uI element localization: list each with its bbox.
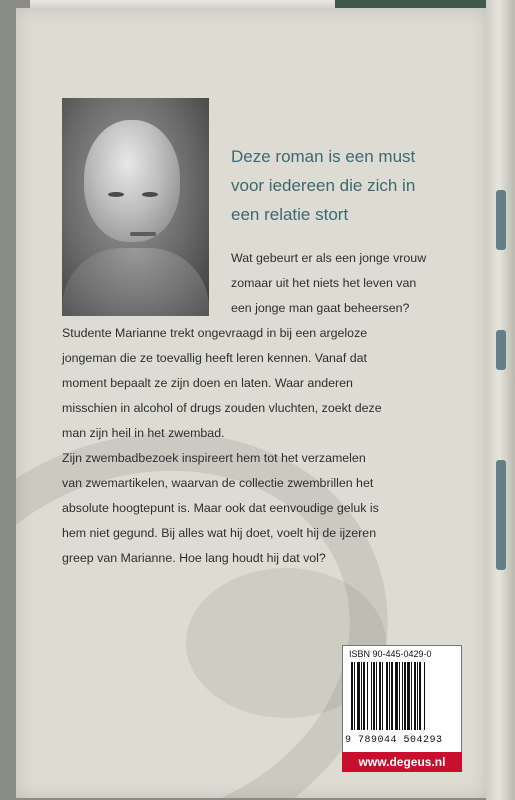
blurb-line: Zijn zwembadbezoek inspireert hem tot het verzamelen [62, 451, 366, 465]
tagline [231, 142, 481, 229]
barcode-icon [351, 662, 455, 730]
author-photo-head [84, 120, 180, 242]
blurb-line: van zwemartikelen, waarvan de collectie zwembrillen het [62, 476, 374, 490]
back-cover [16, 8, 486, 798]
blurb-line: zomaar uit het niets het leven van [231, 276, 417, 290]
author-photo-mouth [130, 232, 156, 236]
blurb-line: moment bepaalt ze zijn doen en laten. Waar anderen [62, 376, 353, 390]
blurb-line: Studente Marianne trekt ongevraagd in bij een argeloze [62, 326, 368, 340]
tagline-line: voor iedereen die zich in [231, 176, 416, 195]
book-side-edge [486, 0, 515, 800]
isbn-label: ISBN 90-445-0429-0 [349, 649, 432, 659]
blurb-line: jongeman die ze toevallig heeft leren kennen. Vanaf dat [62, 351, 367, 365]
blurb-line: misschien in alcohol of drugs zouden vluchten, zoekt deze [62, 401, 382, 415]
spine-mark [496, 460, 506, 570]
tagline-line: Deze roman is een must [231, 147, 416, 166]
blurb-line: absolute hoogtepunt is. Maar ook dat eenvoudige geluk is [62, 501, 379, 515]
blurb-line: een jonge man gaat beheersen? [231, 301, 410, 315]
spine-mark [496, 330, 506, 370]
publisher-url[interactable]: www.degeus.nl [342, 752, 462, 772]
barcode-box [342, 645, 462, 753]
blurb-text [62, 246, 486, 571]
author-photo-eye [108, 192, 124, 197]
blurb-line: hem niet gegund. Bij alles wat hij doet, voelt hij de ijzeren [62, 526, 377, 540]
barcode-number: 9 789044 504293 [345, 735, 443, 746]
author-photo-eye [142, 192, 158, 197]
blurb-line: greep van Marianne. Hoe lang houdt hij dat vol? [62, 551, 326, 565]
spine-mark [496, 190, 506, 250]
blurb-line: Wat gebeurt er als een jonge vrouw [231, 251, 427, 265]
tagline-line: een relatie stort [231, 205, 349, 224]
blurb-line: man zijn heil in het zwembad. [62, 426, 225, 440]
